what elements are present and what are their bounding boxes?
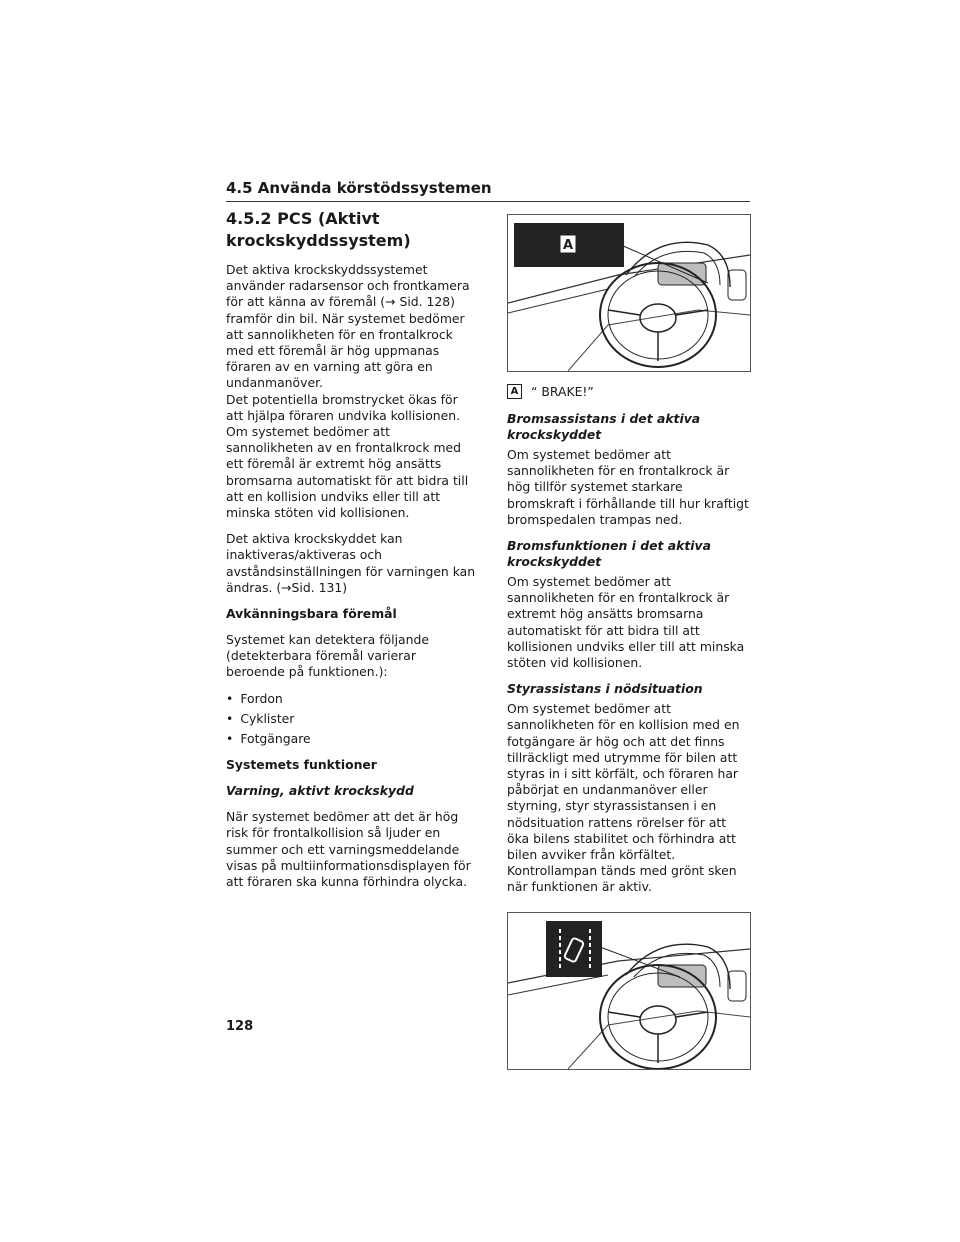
steering-assist-paragraph: Om systemet bedömer att sannolikheten för en kollision med en fotgängare är hög och att det finns tillräckligt med utrymme för bilen att styras in i sitt körfält, och föraren har påbörjat en undanmanöver eller styrning, styr styrassistansen i en nödsituation rattens rörelser för att öka bilens stabilitet och förhindra att bilen avviker från körfältet. Kontrollampan tänds med grönt sken när funktionen är aktiv.: [507, 701, 740, 895]
brake-assist-paragraph: Om systemet bedömer att sannolikheten för en frontalkrock är hög tillför systemet starkare bromskraft i förhållande till hur kraftigt bromspedalen trampas ned.: [507, 447, 749, 527]
steering-assist-heading: Styrassistans i nödsituation: [507, 681, 703, 697]
detectable-objects-list: [226, 691, 476, 748]
brake-function-heading: [507, 538, 751, 570]
dashboard-figure-brake: [507, 214, 751, 372]
warning-paragraph: När systemet bedömer att det är hög risk för frontalkollision så ljuder en summer och ett varningsmeddelande visas på multiinformationsdisplayen för att föraren ska kunna förhindra olycka.: [226, 809, 471, 890]
brake-assist-heading-line-1: Bromsassistans i det aktiva: [507, 411, 701, 426]
dashboard-brake-illustration: [508, 215, 750, 371]
figure-caption: [507, 384, 751, 399]
title-line-1: 4.5.2 PCS (Aktivt: [226, 209, 380, 228]
brake-function-paragraph: Om systemet bedömer att sannolikheten för en frontalkrock är extremt hög ansätts bromsarna automatiskt för att bidra till att kollisionen undviks eller till att minska stöten vid kollisionen.: [507, 574, 745, 671]
list-item: • Cyklister: [226, 711, 476, 727]
detectable-objects-paragraph: Systemet kan detektera följande (detekterbara föremål varierar beroende på funktionen.):: [226, 632, 429, 680]
right-column: [507, 214, 751, 1070]
brake-function-heading-line-2: krockskyddet: [507, 554, 602, 570]
dashboard-steering-illustration: [508, 913, 750, 1069]
page-number: 128: [226, 1019, 254, 1034]
steering-assist-indicator-icon: [546, 921, 602, 977]
intro-paragraph: Det aktiva krockskyddssystemet använder radarsensor och frontkamera för att känna av föremål (→ Sid. 128) framför din bil. När systemet bedömer att sannolikheten för en frontalkrock med ett föremål är hög uppmanas föraren av en varning att göra en undanmanöver.: [226, 262, 470, 391]
section-title: [226, 208, 476, 252]
caption-badge: A: [507, 384, 522, 399]
list-item: • Fotgängare: [226, 731, 476, 747]
settings-paragraph: Det aktiva krockskyddet kan inaktiveras/aktiveras och avståndsinställningen för varningen kan ändras. (→Sid. 131): [226, 531, 476, 595]
warning-heading: Varning, aktivt krockskydd: [226, 783, 414, 799]
brake-pressure-paragraph: Det potentiella bromstrycket ökas för att hjälpa föraren undvika kollisionen. Om systemet bedömer att sannolikheten av en frontalkrock med ett föremål är extremt hög ansätts bromsarna automatiskt för att bidra till att en kollision undviks eller till att minska stöten vid kollisionen.: [226, 391, 469, 521]
figure-label-a: A: [562, 238, 574, 253]
caption-text: “ BRAKE!”: [531, 384, 594, 399]
section-header: 4.5 Använda körstödssystemen: [226, 179, 750, 202]
title-line-2: krockskyddssystem): [226, 231, 411, 250]
dashboard-figure-steering: [507, 912, 751, 1070]
brake-function-heading-line-1: Bromsfunktionen i det aktiva: [507, 538, 711, 554]
left-column: [226, 208, 476, 900]
list-item: • Fordon: [226, 691, 476, 707]
brake-assist-heading-line-2: krockskyddet: [507, 427, 602, 442]
brake-assist-heading: [507, 411, 751, 443]
detectable-objects-heading: Avkänningsbara föremål: [226, 606, 397, 622]
system-functions-heading: Systemets funktioner: [226, 757, 377, 773]
